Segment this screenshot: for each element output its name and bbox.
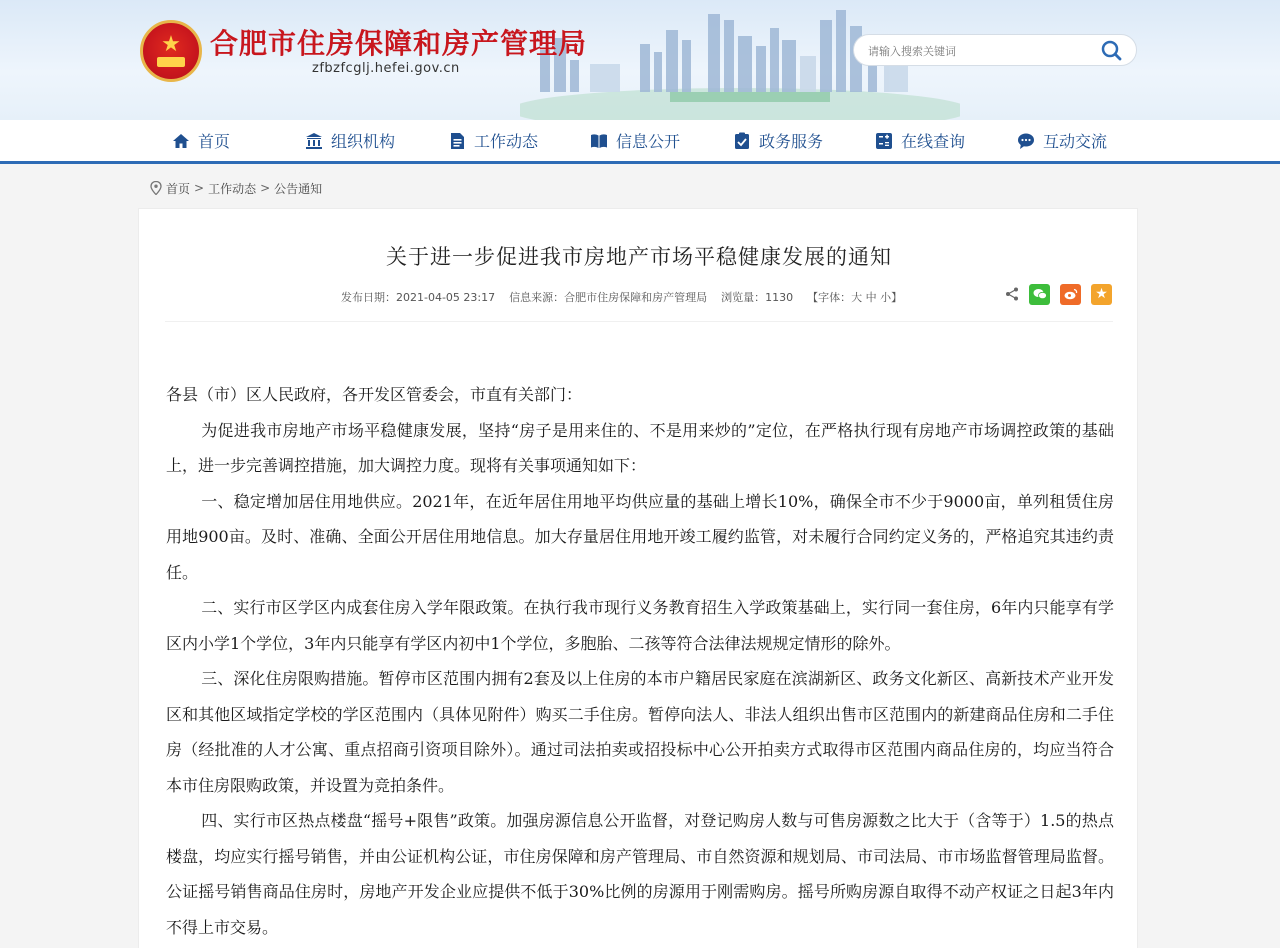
- site-url: zfbzfcglj.hefei.gov.cn: [312, 61, 460, 76]
- item-3-paragraph: 三、深化住房限购措施。暂停市区范围内拥有2套及以上住房的本市户籍居民家庭在滨湖新区、政务文化新区、高新技术产业开发区和其他区域指定学校的学区范围内（具体见附件）购买二手住房。暂停向法人、非法人组织出售市区范围内的新建商品住房和二手住房（经批准的人才公寓、重点招商引资项目除外）。通过司法拍卖或招投标中心公开拍卖方式取得市区范围内商品住房的，均应当符合本市住房限购政策，并设置为竞拍条件。: [166, 669, 1114, 795]
- salutation-paragraph: 各县（市）区人民政府，各开发区管委会，市直有关部门：: [166, 385, 583, 404]
- nav-item-label: 互动交流: [1043, 132, 1108, 151]
- share-bar: [1005, 283, 1112, 305]
- search-icon: [1098, 38, 1126, 64]
- wechat-share-button[interactable]: [1029, 284, 1050, 305]
- font-size-large[interactable]: 大: [851, 291, 863, 304]
- chat-icon: [1017, 132, 1035, 150]
- home-icon: [172, 132, 190, 150]
- view-count: 浏览量：1130: [721, 291, 794, 304]
- meta-divider: [165, 321, 1113, 322]
- nav-item-label: 政务服务: [759, 132, 824, 151]
- font-size-small[interactable]: 小: [880, 291, 892, 304]
- breadcrumb-work-news[interactable]: 工作动态: [208, 181, 257, 196]
- nav-item-label: 组织机构: [331, 132, 396, 151]
- calculator-icon: [875, 132, 893, 150]
- nav-item-info-disclosure[interactable]: [590, 120, 680, 161]
- weibo-share-button[interactable]: [1060, 284, 1081, 305]
- nav-item-organization[interactable]: [305, 120, 395, 161]
- item-1-paragraph: 一、稳定增加居住用地供应。2021年，在近年居住用地平均供应量的基础上增长10%，确保全市不少于9000亩，单列租赁住房用地900亩。及时、准确、全面公开居住用地信息。加大存量居住用地开竣工履约监管，对未履行合同约定义务的，严格追究其违约责任。: [166, 491, 1114, 582]
- nav-item-interaction[interactable]: [1017, 120, 1107, 161]
- nav-item-online-query[interactable]: [875, 120, 965, 161]
- nav-item-home[interactable]: [172, 120, 230, 161]
- search-input[interactable]: [868, 42, 1088, 60]
- star-icon: ★: [1095, 286, 1108, 302]
- article-title: 关于进一步促进我市房地产市场平稳健康发展的通知: [386, 245, 892, 269]
- nav-item-label: 在线查询: [901, 132, 966, 151]
- favorite-button[interactable]: [1091, 284, 1112, 305]
- breadcrumb-notices[interactable]: 公告通知: [274, 181, 323, 196]
- nav-item-gov-services[interactable]: [733, 120, 823, 161]
- breadcrumb-home[interactable]: 首页: [166, 181, 191, 196]
- national-emblem-logo[interactable]: [140, 20, 202, 82]
- search-box: [853, 34, 1137, 66]
- wechat-icon: [1033, 288, 1047, 300]
- nav-item-label: 工作动态: [474, 132, 539, 151]
- nav-item-label: 首页: [198, 132, 231, 151]
- book-icon: [590, 132, 608, 150]
- article-body: [166, 377, 1114, 945]
- emblem-star-icon: ★: [161, 32, 181, 57]
- building-icon: [305, 132, 323, 150]
- weibo-icon: [1064, 288, 1078, 300]
- article-meta: [341, 289, 902, 305]
- font-size-switcher: 【字体：大 中 小】: [807, 291, 903, 304]
- site-title[interactable]: 合肥市住房保障和房产管理局: [210, 27, 588, 60]
- clipboard-icon: [733, 132, 751, 150]
- main-nav: [0, 120, 1280, 164]
- document-icon: [448, 132, 466, 150]
- item-4-paragraph: 四、实行市区热点楼盘“摇号+限售”政策。加强房源信息公开监督，对登记购房人数与可售房源数之比大于（含等于）1.5的热点楼盘，均应实行摇号销售，并由公证机构公证，市住房保障和房产管理局、市自然资源和规划局、市司法局、市市场监督管理局监督。公证摇号销售商品住房时，房地产开发企业应提供不低于30%比例的房源用于刚需购房。摇号所购房源自取得不动产权证之日起3年内不得上市交易。: [166, 811, 1114, 937]
- breadcrumb-separator: >: [194, 181, 205, 195]
- nav-item-work-news[interactable]: [448, 120, 538, 161]
- emblem-base: [157, 57, 185, 67]
- font-size-medium[interactable]: 中: [865, 291, 877, 304]
- intro-paragraph: 为促进我市房地产市场平稳健康发展，坚持“房子是用来住的、不是用来炒的”定位，在严格执行现有房地产市场调控政策的基础上，进一步完善调控措施，加大调控力度。现将有关事项通知如下：: [166, 420, 1114, 475]
- article-card: [138, 208, 1138, 948]
- site-header: [0, 0, 1280, 120]
- search-button[interactable]: [1098, 38, 1126, 64]
- item-2-paragraph: 二、实行市区学区内成套住房入学年限政策。在执行我市现行义务教育招生入学政策基础上，实行同一套住房，6年内只能享有学区内小学1个学位，3年内只能享有学区内初中1个学位，多胞胎、二孩等符合法律法规规定情形的除外。: [166, 598, 1114, 653]
- publish-date: 发布日期：2021-04-05 23:17: [341, 291, 496, 304]
- share-icon[interactable]: [1005, 287, 1019, 301]
- breadcrumb: [150, 178, 322, 198]
- location-pin-icon: [150, 181, 162, 195]
- nav-item-label: 信息公开: [616, 132, 681, 151]
- info-source: 信息来源：合肥市住房保障和房产管理局: [509, 291, 708, 304]
- breadcrumb-separator: >: [260, 181, 271, 195]
